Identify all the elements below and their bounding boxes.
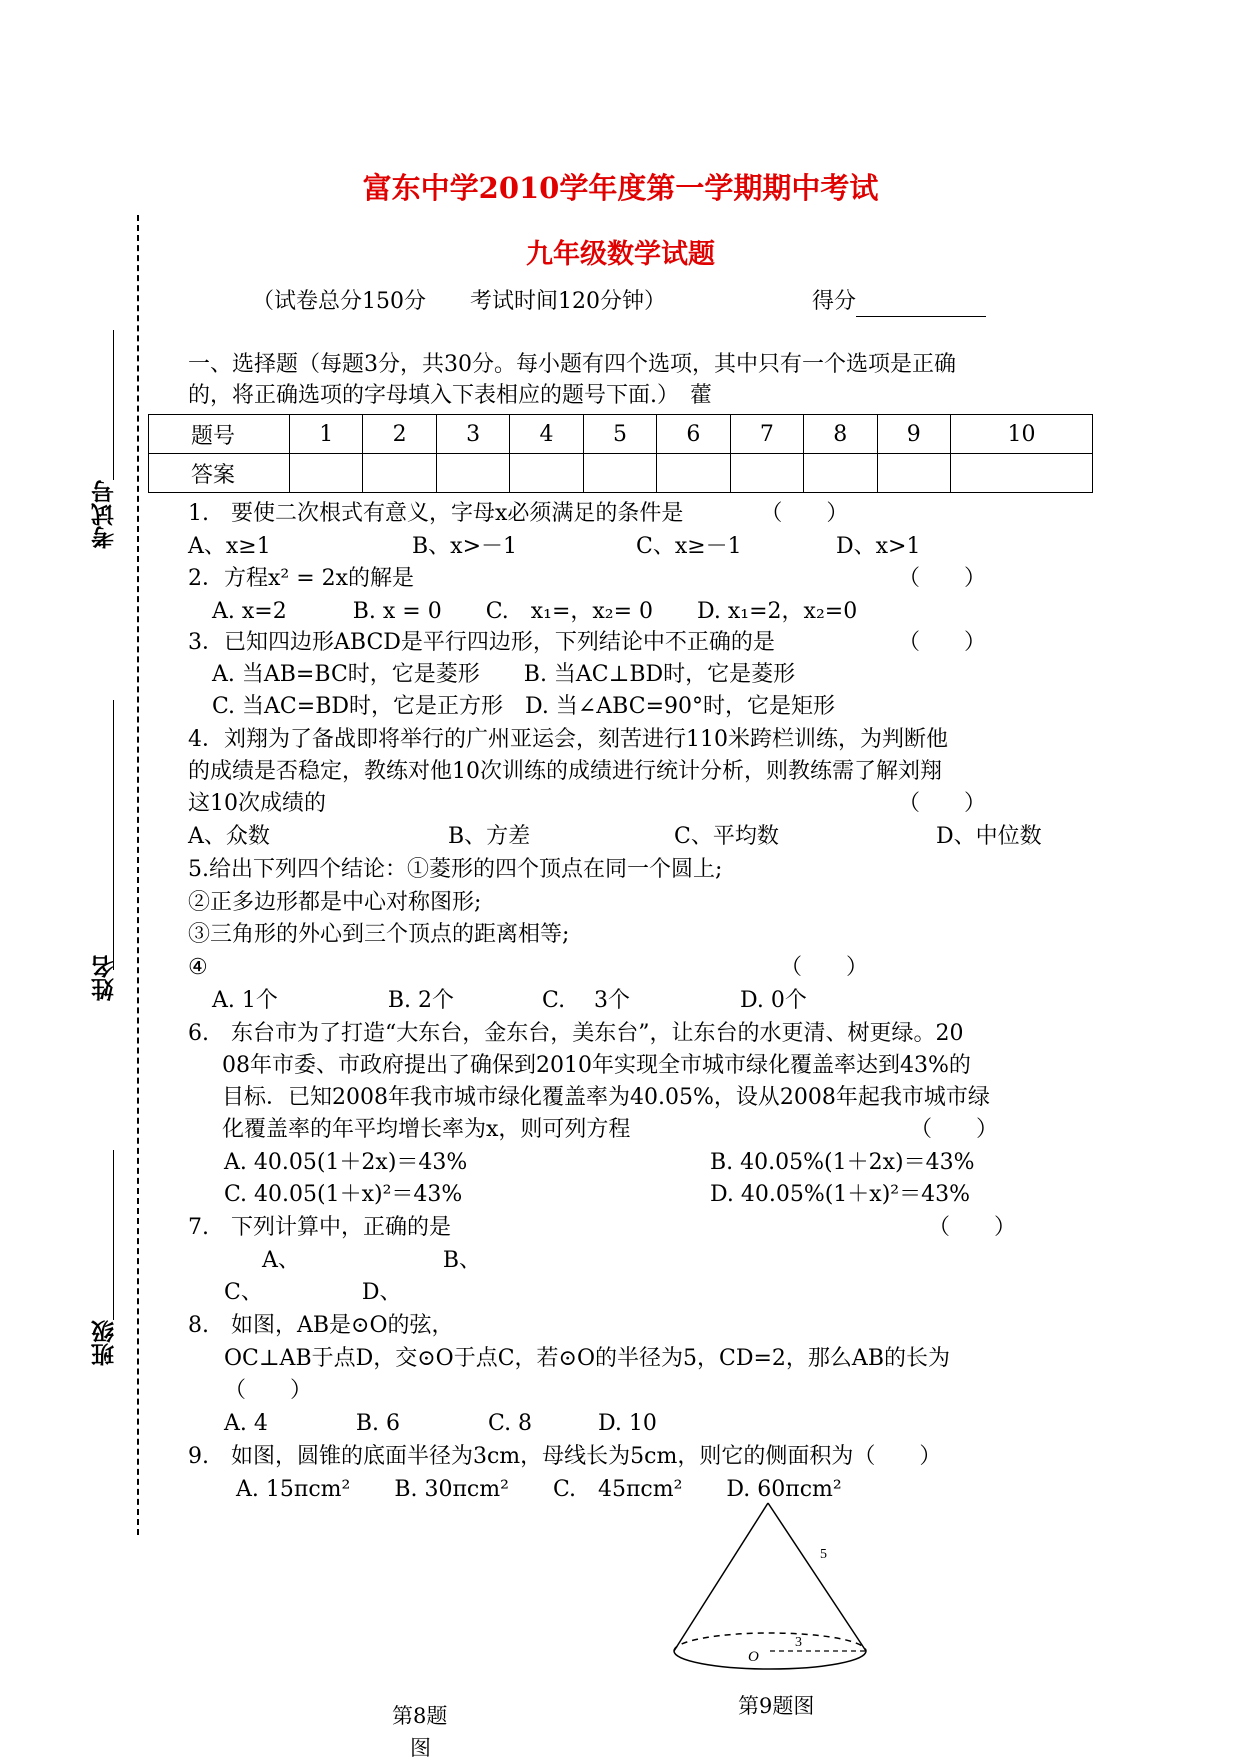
table-number: 2 xyxy=(363,415,436,454)
question-3: 3．已知四边形ABCD是平行四边形，下列结论中不正确的是 xyxy=(188,630,775,655)
question-2: 2．方程x² = 2x的解是 xyxy=(188,566,415,591)
class-label: 班级 xyxy=(91,1320,118,1366)
exam-info: （试卷总分150分 考试时间120分钟） xyxy=(252,289,666,314)
q8-answer-paren: （ ） xyxy=(224,1378,313,1403)
answer-cell[interactable] xyxy=(730,454,803,493)
table-number: 1 xyxy=(290,415,363,454)
q5-answer-paren: （ ） xyxy=(780,955,869,980)
question-6-line2: 08年市委、市政府提出了确保到2010年实现全市城市绿化覆盖率达到43%的 xyxy=(222,1053,971,1078)
cone-right-edge xyxy=(768,1503,866,1651)
binding-dashed-line xyxy=(137,215,139,1535)
exam-no-underline xyxy=(113,330,114,480)
center-label: O xyxy=(748,1649,759,1665)
answer-cell[interactable] xyxy=(290,454,363,493)
slant-label: 5 xyxy=(820,1547,827,1562)
table-header-label: 题号 xyxy=(149,415,290,454)
q1-option-a: A、x≥1 xyxy=(188,534,271,559)
table-number: 10 xyxy=(950,415,1092,454)
cone-left-edge xyxy=(674,1503,768,1651)
q2-answer-paren: （ ） xyxy=(898,566,987,591)
answer-cell[interactable] xyxy=(436,454,509,493)
question-5-line2: ②正多边形都是中心对称图形; xyxy=(188,890,482,915)
exam-subtitle: 九年级数学试题 xyxy=(526,239,715,270)
q4-option-c: C、平均数 xyxy=(674,824,779,849)
question-5-line4: ④ xyxy=(188,955,208,980)
table-number: 3 xyxy=(436,415,509,454)
score-label: 得分 xyxy=(812,289,857,314)
question-4-line1: 4．刘翔为了备战即将举行的广州亚运会，刻苦进行110米跨栏训练，为判断他 xyxy=(188,727,948,752)
q4-answer-paren: （ ） xyxy=(898,791,987,816)
question-7: 7. 下列计算中，正确的是 xyxy=(188,1215,451,1240)
table-number: 4 xyxy=(510,415,583,454)
table-number: 6 xyxy=(657,415,730,454)
q1-option-d: D、x>1 xyxy=(836,534,921,559)
question-5-line1: 5.给出下列四个结论：①菱形的四个顶点在同一个圆上; xyxy=(188,857,723,882)
name-label: 姓名 xyxy=(91,955,118,1001)
fig9-caption: 第9题图 xyxy=(738,1694,815,1718)
answer-table xyxy=(148,414,1093,493)
cone-base-back xyxy=(674,1633,866,1651)
q4-option-a: A、众数 xyxy=(188,824,270,849)
q4-option-d: D、中位数 xyxy=(936,824,1042,849)
q9-options: A. 15πcm² B. 30πcm² C. 45πcm² D. 60πcm² xyxy=(236,1477,842,1502)
answer-cell[interactable] xyxy=(950,454,1092,493)
table-number: 8 xyxy=(804,415,877,454)
question-9: 9. 如图，圆锥的底面半径为3cm，母线长为5cm，则它的侧面积为（ ） xyxy=(188,1444,942,1469)
q7-options-ab: A、 B、 xyxy=(262,1248,482,1273)
q6-option-c: C. 40.05(1＋x)²＝43% xyxy=(224,1182,463,1207)
q7-answer-paren: （ ） xyxy=(928,1215,1017,1240)
fig8-caption-line1: 第8题 xyxy=(392,1704,448,1728)
class-underline xyxy=(113,1150,114,1320)
q3-answer-paren: （ ） xyxy=(898,630,987,655)
section-intro-line2: 的，将正确选项的字母填入下表相应的题号下面.） 藿 xyxy=(188,383,712,408)
q8-options: A. 4 B. 6 C. 8 D. 10 xyxy=(224,1411,657,1436)
score-field xyxy=(812,287,986,317)
answer-cell[interactable] xyxy=(583,454,656,493)
q6-option-b: B. 40.05%(1＋2x)＝43% xyxy=(710,1150,975,1175)
q3-options-line2: C. 当AC=BD时，它是正方形 D. 当∠ABC=90°时，它是矩形 xyxy=(212,694,835,719)
table-number: 9 xyxy=(877,415,950,454)
name-underline xyxy=(113,700,114,970)
answer-cell[interactable] xyxy=(363,454,436,493)
q6-answer-paren: （ ） xyxy=(910,1117,999,1142)
question-6-line3: 目标．已知2008年我市城市绿化覆盖率为40.05%，设从2008年起我市城市绿 xyxy=(222,1085,990,1110)
question-8-line1: 8. 如图，AB是⊙O的弦， xyxy=(188,1313,454,1338)
question-6-line1: 6. 东台市为了打造“大东台，金东台，美东台”，让东台的水更清、树更绿。20 xyxy=(188,1021,964,1046)
question-6-line4: 化覆盖率的年平均增长率为x，则可列方程 xyxy=(222,1117,631,1142)
cone-figure xyxy=(660,1495,900,1685)
answer-cell[interactable] xyxy=(877,454,950,493)
q7-options-cd: C、 D、 xyxy=(224,1280,402,1305)
q6-option-a: A. 40.05(1＋2x)＝43% xyxy=(224,1150,468,1175)
table-row-numbers xyxy=(149,415,1093,454)
table-number: 5 xyxy=(583,415,656,454)
exam-title: 富东中学2010学年度第一学期期中考试 xyxy=(362,171,879,205)
answer-cell[interactable] xyxy=(804,454,877,493)
answer-cell[interactable] xyxy=(510,454,583,493)
table-row-answers xyxy=(149,454,1093,493)
cone-base-front xyxy=(674,1651,866,1669)
exam-no-label: 考试号 xyxy=(91,480,118,549)
q6-option-d: D. 40.05%(1＋x)²＝43% xyxy=(710,1182,971,1207)
question-1: 1. 要使二次根式有意义，字母x必须满足的条件是 （ ） xyxy=(188,501,849,526)
q1-option-c: C、x≥－1 xyxy=(636,534,742,559)
answer-cell[interactable] xyxy=(657,454,730,493)
question-4-line3: 这10次成绩的 xyxy=(188,791,326,816)
q1-option-b: B、x>－1 xyxy=(412,534,518,559)
question-5-line3: ③三角形的外心到三个顶点的距离相等; xyxy=(188,922,570,947)
section-intro-line1: 一、选择题（每题3分，共30分。每小题有四个选项，其中只有一个选项是正确 xyxy=(188,352,956,377)
q4-option-b: B、方差 xyxy=(448,824,531,849)
radius-label: 3 xyxy=(795,1635,802,1650)
fig8-caption-line2: 图 xyxy=(410,1736,431,1760)
score-blank xyxy=(856,296,986,317)
question-4-line2: 的成绩是否稳定，教练对他10次训练的成绩进行统计分析，则教练需了解刘翔 xyxy=(188,759,942,784)
q2-options: A. x=2 B. x = 0 C. x₁=，x₂= 0 D. x₁=2，x₂=0 xyxy=(212,599,858,624)
q5-options: A. 1个 B. 2个 C. 3个 D. 0个 xyxy=(212,988,807,1013)
q3-options-line1: A. 当AB=BC时，它是菱形 B. 当AC⊥BD时，它是菱形 xyxy=(212,662,796,687)
table-number: 7 xyxy=(730,415,803,454)
table-answer-label: 答案 xyxy=(149,454,290,493)
question-8-line2: OC⊥AB于点D，交⊙O于点C，若⊙O的半径为5，CD=2，那么AB的长为 xyxy=(224,1346,950,1371)
